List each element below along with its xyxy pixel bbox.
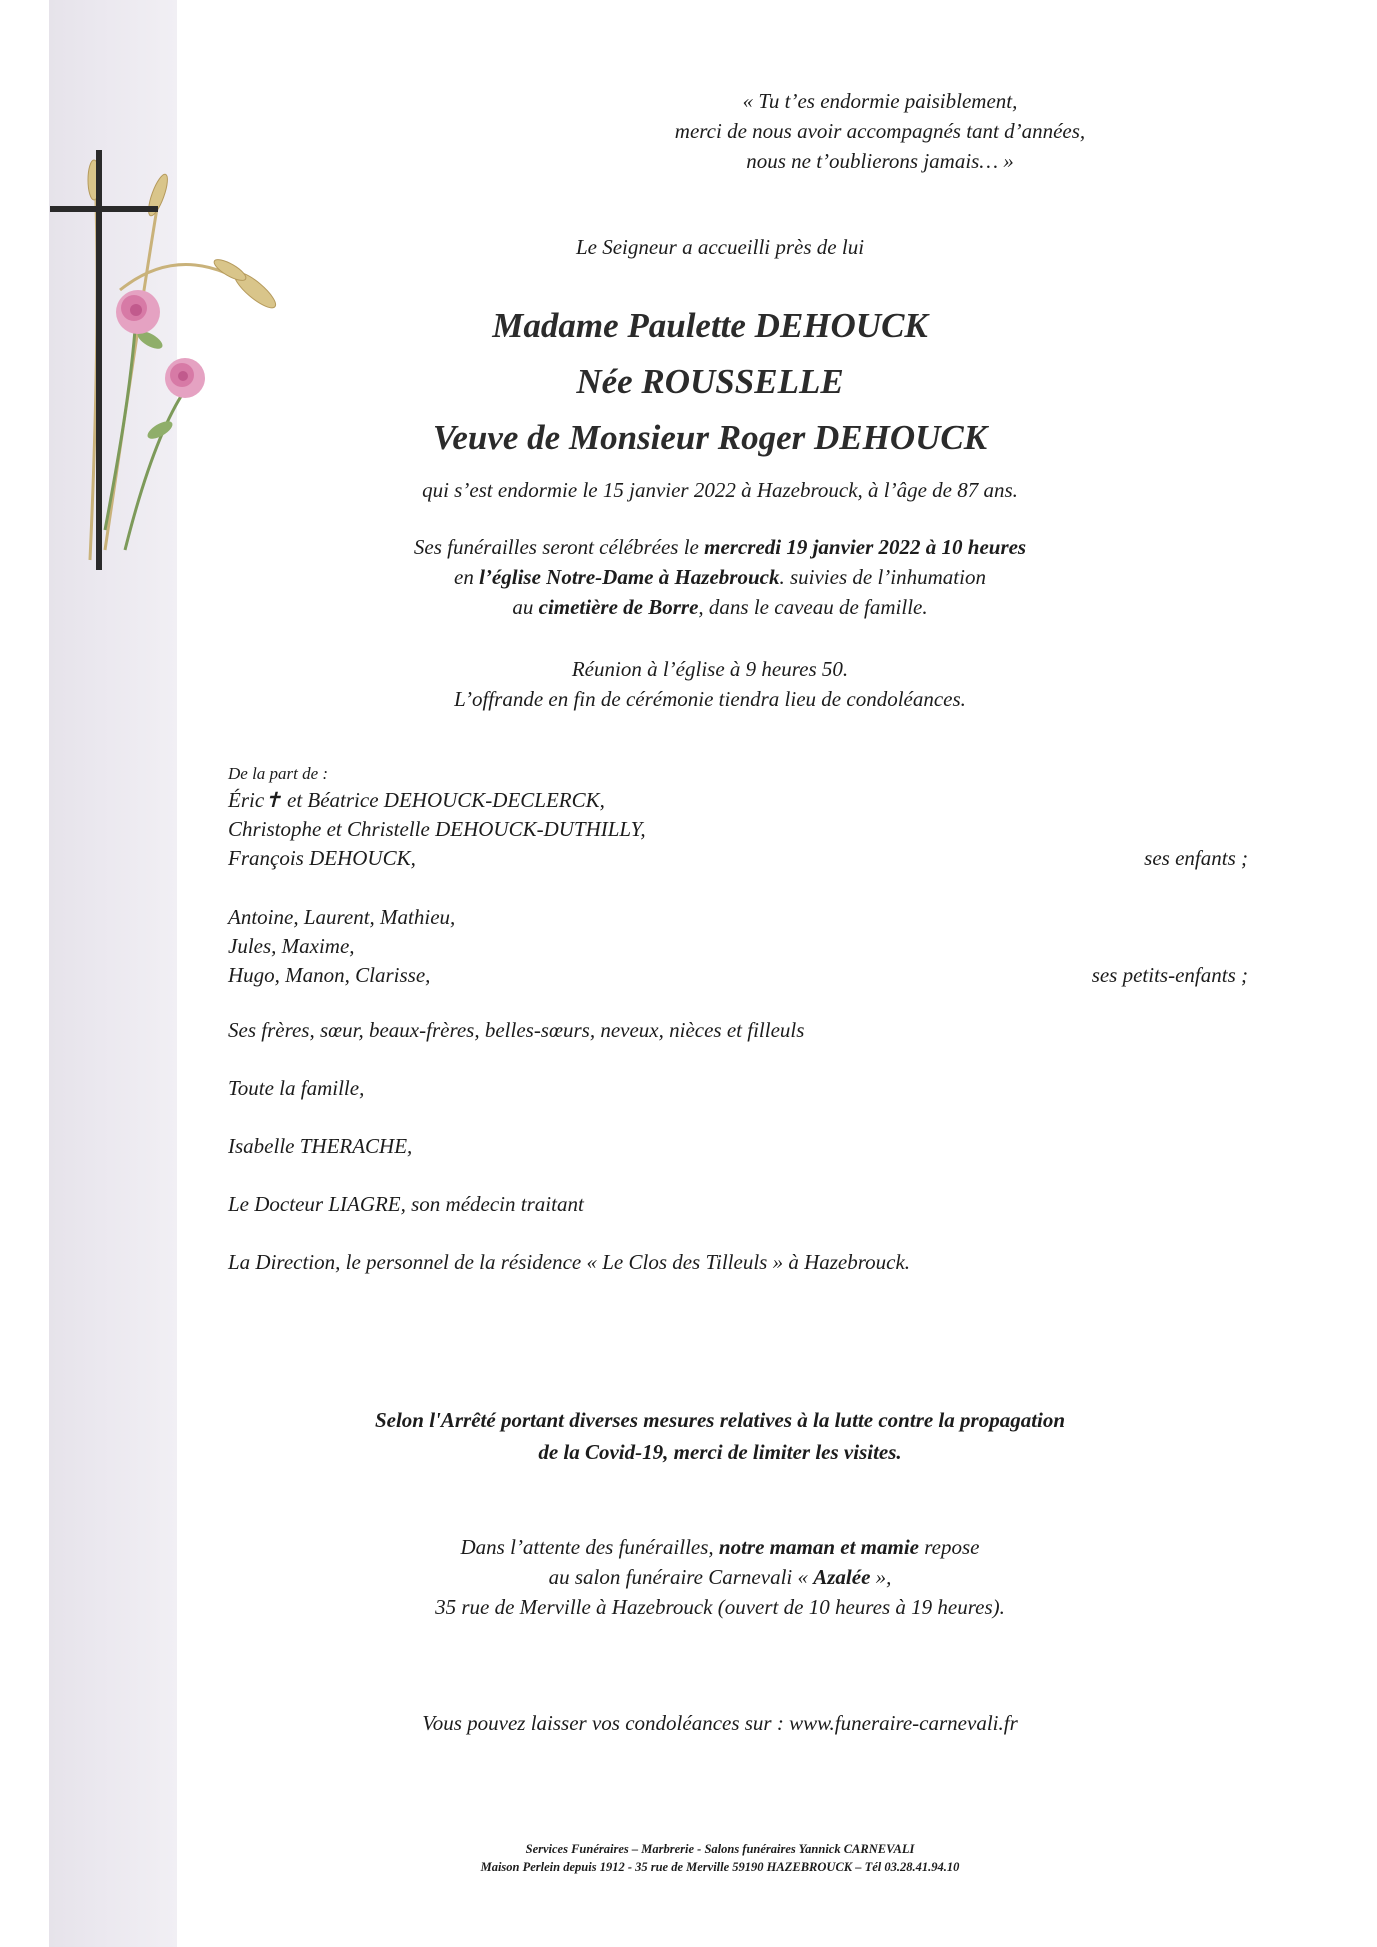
rest-text: repose xyxy=(919,1535,980,1559)
family-line: La Direction, le personnel de la résidence « Le Clos des Tilleuls » à Hazebrouck. xyxy=(228,1250,911,1274)
funeral-text: , dans le caveau de famille. xyxy=(698,595,928,619)
footer xyxy=(340,1840,1100,1876)
rest-emphasis: notre maman et mamie xyxy=(718,1535,919,1559)
rest-salon-name: Azalée xyxy=(813,1565,871,1589)
funeral-cemetery: cimetière de Borre xyxy=(538,595,699,619)
funeral-text: Ses funérailles seront célébrées le xyxy=(413,535,705,559)
deceased-name: Madame Paulette DEHOUCK xyxy=(492,306,928,345)
deceased-names xyxy=(360,298,1060,466)
family-line: Christophe et Christelle DEHOUCK-DUTHILLY, xyxy=(228,817,646,841)
family-role: ses enfants ; xyxy=(1144,846,1248,870)
meeting-line: L’offrande en fin de cérémonie tiendra lieu de condoléances. xyxy=(454,687,966,711)
epitaph-quote xyxy=(560,86,1200,176)
funeral-details xyxy=(300,532,1140,622)
deceased-birth-name: Née ROUSSELLE xyxy=(576,362,844,401)
funeral-church: l’église Notre-Dame à Hazebrouck xyxy=(479,565,780,589)
funeral-date: mercredi 19 janvier 2022 à 10 heures xyxy=(704,535,1027,559)
meeting-line: Réunion à l’église à 9 heures 50. xyxy=(571,657,849,681)
condolences-line: Vous pouvez laisser vos condoléances sur : www.funeraire-carnevali.fr xyxy=(422,1711,1018,1735)
footer-line: Services Funéraires – Marbrerie - Salons funéraires Yannick CARNEVALI xyxy=(525,1842,915,1856)
family-line: Ses frères, sœur, beaux-frères, belles-sœurs, neveux, nièces et filleuls xyxy=(228,1018,805,1042)
lead-line: Le Seigneur a accueilli près de lui xyxy=(575,235,865,259)
quote-line: « Tu t’es endormie paisiblement, xyxy=(742,89,1018,113)
family-name: Hugo, Manon, Clarisse, xyxy=(228,963,431,987)
covid-line: Selon l'Arrêté portant diverses mesures relatives à la lutte contre la propagation xyxy=(374,1408,1066,1432)
family-line: Antoine, Laurent, Mathieu, xyxy=(228,905,456,929)
family-line xyxy=(228,844,1248,873)
funeral-text: au xyxy=(512,595,539,619)
family-line: Éric✝ et Béatrice DEHOUCK-DECLERCK, xyxy=(228,788,605,812)
rest-text: Dans l’attente des funérailles, xyxy=(460,1535,719,1559)
cross-flowers-icon xyxy=(50,150,290,570)
quote-line: merci de nous avoir accompagnés tant d’années, xyxy=(674,119,1086,143)
family-line xyxy=(228,961,1248,990)
quote-line: nous ne t’oublierons jamais… » xyxy=(746,149,1014,173)
rest-address: 35 rue de Merville à Hazebrouck (ouvert de 10 heures à 19 heures). xyxy=(435,1595,1005,1619)
family-list xyxy=(228,762,1248,1277)
family-label: De la part de : xyxy=(228,764,329,783)
family-line: Toute la famille, xyxy=(228,1076,365,1100)
family-name: François DEHOUCK, xyxy=(228,846,416,870)
death-notice: qui s’est endormie le 15 janvier 2022 à Hazebrouck, à l’âge de 87 ans. xyxy=(422,478,1018,502)
funeral-text: en xyxy=(454,565,480,589)
meeting-info xyxy=(330,654,1090,714)
rest-text: », xyxy=(870,1565,892,1589)
rest-text: au salon funéraire Carnevali « xyxy=(548,1565,814,1589)
rest-location xyxy=(330,1532,1110,1622)
family-role: ses petits-enfants ; xyxy=(1091,963,1248,987)
family-line: Le Docteur LIAGRE, son médecin traitant xyxy=(228,1192,584,1216)
footer-line: Maison Perlein depuis 1912 - 35 rue de Merville 59190 HAZEBROUCK – Tél 03.28.41.94.10 xyxy=(480,1860,960,1874)
family-line: Isabelle THERACHE, xyxy=(228,1134,413,1158)
family-line: Jules, Maxime, xyxy=(228,934,355,958)
deceased-widow-of: Veuve de Monsieur Roger DEHOUCK xyxy=(432,418,988,457)
covid-notice xyxy=(290,1404,1150,1468)
covid-line: de la Covid-19, merci de limiter les visites. xyxy=(538,1440,902,1464)
funeral-text: . suivies de l’inhumation xyxy=(779,565,986,589)
